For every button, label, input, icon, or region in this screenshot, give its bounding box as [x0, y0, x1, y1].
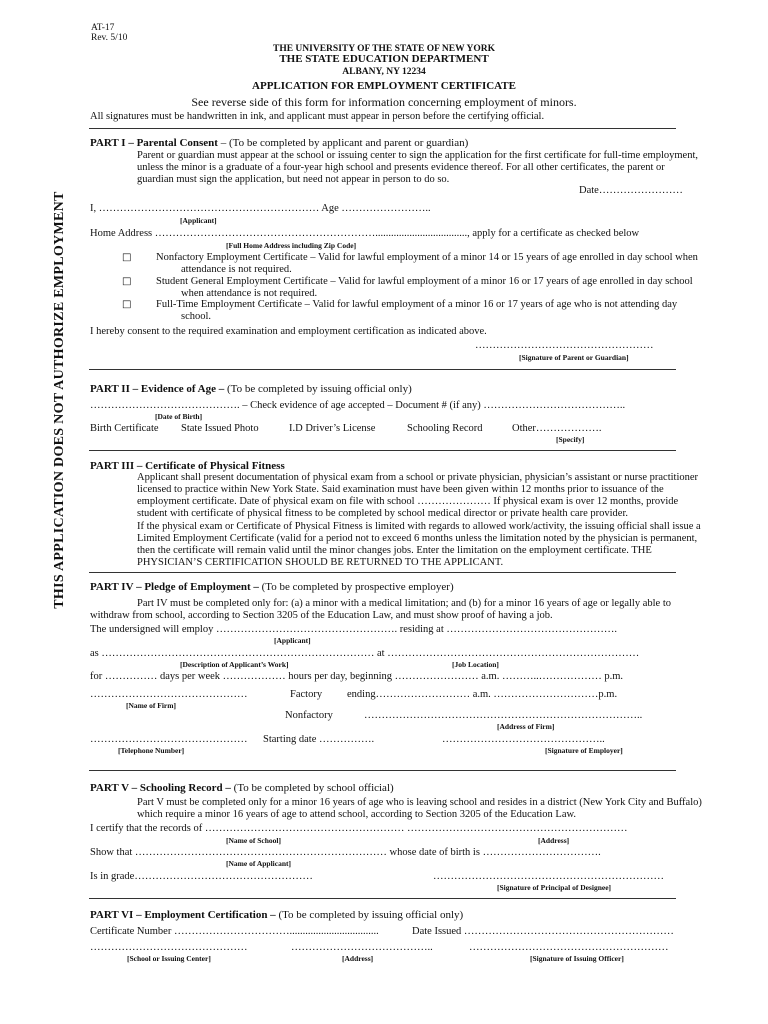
firm-address-caption: [Address of Firm] — [497, 722, 555, 731]
evidence-state-photo[interactable]: State Issued Photo — [181, 423, 259, 434]
parent-signature-field[interactable]: …………………………………………… — [475, 340, 654, 351]
part1-intro-line3: guardian must sign the application, but need not appear in person to do so. — [137, 174, 450, 185]
org-university: THE UNIVERSITY OF THE STATE OF NEW YORK — [273, 44, 495, 54]
schedule-field[interactable]: for …………… days per week ……………… hours per day, beginning …………………… a.m. ………..……………… p.m. — [90, 671, 624, 682]
employ-residing-field[interactable]: The undersigned will employ ……………………………………………. residing at …………………………………………. — [90, 624, 618, 635]
school-name-caption: [Name of School] — [226, 836, 281, 845]
divider — [89, 369, 676, 370]
divider — [89, 128, 676, 129]
part5-intro-line2: which require a minor 16 years of age to attend school, according to Section 3205 of the Education Law. — [137, 809, 577, 820]
telephone-field[interactable]: ……………………………………… — [90, 734, 248, 745]
divider — [89, 572, 676, 573]
option-nonfactory-cont: attendance is not required. — [181, 264, 292, 275]
part3-p2-line3: then the certificate will remain valid until the minor changes jobs. Enter the limitation on the employment certificate. THE — [137, 545, 652, 556]
ending-time-field[interactable]: ending……………………… a.m. …………………………p.m. — [347, 689, 618, 700]
home-address-caption: [Full Home Address including Zip Code] — [226, 241, 357, 250]
form-revision: Rev. 5/10 — [91, 33, 128, 43]
applicant-dob-field[interactable]: Show that ……………………………………………………………… whose date of birth is ……………………………. — [90, 847, 601, 858]
checkbox-nonfactory[interactable]: □ — [122, 252, 132, 263]
work-description-caption: [Description of Applicant’s Work] — [180, 660, 289, 669]
part5-header — [90, 782, 394, 794]
principal-signature-caption: [Signature of Principal of Designee] — [497, 883, 612, 892]
checkbox-student-general[interactable]: □ — [122, 276, 132, 287]
evidence-schooling-record[interactable]: Schooling Record — [407, 423, 483, 434]
part4-note: (To be completed by prospective employer) — [258, 581, 454, 593]
evidence-drivers-license[interactable]: I.D Driver’s License — [289, 423, 376, 434]
option-student-general: Student General Employment Certificate – Valid for lawful employment of a minor 16 or 17 years of age enrolled in day school — [156, 276, 693, 287]
part3-p2-line4: PHYSICIAN’S CERTIFICATION SHOULD BE RETURNED TO THE APPLICANT. — [137, 557, 504, 568]
part5-heading: PART V – Schooling Record – — [90, 782, 231, 794]
starting-date-field[interactable]: Starting date ……………. — [263, 734, 375, 745]
part3-p1-line1: Applicant shall present documentation of physical exam from a school or private physician, physician’s assistant or nurse practitioner — [137, 472, 699, 483]
issuing-address-field[interactable]: ………………………………….. — [291, 942, 433, 953]
part3-p1-line3: employment certificate. Date of physical exam on file with school ………………… If physical exam is over 12 months, provide — [137, 496, 679, 507]
firm-address-field[interactable]: …………………………………………………………………….. — [364, 710, 643, 721]
date-of-birth-caption: [Date of Birth] — [155, 412, 203, 421]
org-city: ALBANY, NY 12234 — [342, 67, 426, 77]
part6-note: (To be completed by issuing official only) — [275, 909, 464, 921]
employer-signature-caption: [Signature of Employer] — [545, 746, 623, 755]
date-issued-field[interactable]: Date Issued …………………………………………………… — [412, 926, 674, 937]
form-title: APPLICATION FOR EMPLOYMENT CERTIFICATE — [252, 80, 516, 92]
issuing-center-caption: [School or Issuing Center] — [127, 954, 211, 963]
nonfactory-label: Nonfactory — [285, 710, 333, 721]
part6-header — [90, 909, 463, 921]
issuing-officer-caption: [Signature of Issuing Officer] — [530, 954, 624, 963]
part2-note: (To be completed by issuing official only) — [224, 383, 412, 395]
issuing-address-caption: [Address] — [342, 954, 374, 963]
part2-heading: PART II – Evidence of Age – — [90, 383, 225, 395]
part6-heading: PART VI – Employment Certification – — [90, 909, 276, 921]
grade-field[interactable]: Is in grade…………………………………………… — [90, 871, 313, 882]
part4-heading: PART IV – Pledge of Employment – — [90, 581, 259, 593]
issuing-center-field[interactable]: ……………………………………… — [90, 942, 248, 953]
school-address-caption: [Address] — [538, 836, 570, 845]
divider — [89, 450, 676, 451]
consent-statement: I hereby consent to the required examination and employment certification as indicated above. — [90, 326, 487, 337]
job-location-caption: [Job Location] — [452, 660, 499, 669]
work-location-field[interactable]: as …………………………………………………………………… at ……………………………………………………………… — [90, 648, 640, 659]
part3-p1-line2: licensed to practice within New York State. Said examination must have been given within 12 months prior to issuance of the — [137, 484, 664, 495]
evidence-birth-certificate[interactable]: Birth Certificate — [90, 423, 159, 434]
part5-note: (To be completed by school official) — [230, 782, 394, 794]
evidence-other-field[interactable]: Other………………. — [512, 423, 602, 434]
part5-intro-line1: Part V must be completed only for a minor 16 years of age who is leaving school and resides in a district (New York City and Buffalo) — [137, 797, 702, 808]
part4-intro-line2: withdraw from school, according to Section 3205 of the Education Law, and must show proof of having a job. — [90, 610, 553, 621]
applicant-caption: [Applicant] — [274, 636, 311, 645]
signature-instructions: All signatures must be handwritten in ink, and applicant must appear in person before the certifying official. — [90, 111, 545, 122]
part2-header — [90, 383, 412, 395]
side-warning: THIS APPLICATION DOES NOT AUTHORIZE EMPLOYMENT — [52, 191, 67, 609]
date-field[interactable]: Date…………………… — [579, 185, 683, 196]
applicant-name-caption: [Name of Applicant] — [226, 859, 291, 868]
part4-intro-line1: Part IV must be completed only for: (a) a minor with a medical limitation; and (b) for a minor 16 years of age or legally able to — [137, 598, 671, 609]
part3-p1-line4: student with certificate of physical fitness to be completed by school medical director or private health care provider. — [137, 508, 628, 519]
evidence-of-age-field[interactable]: ……………………………………. – Check evidence of age accepted – Document # (if any) ………………………………….. — [90, 400, 626, 411]
divider — [89, 898, 676, 899]
home-address-field[interactable]: Home Address ………………………………………………………..................................., apply for a certificate as checked below — [90, 228, 640, 239]
option-student-general-cont: when attendance is not required. — [181, 288, 318, 299]
option-full-time: Full-Time Employment Certificate – Valid for lawful employment of a minor 16 or 17 years of age who is not attending day — [156, 299, 678, 310]
form-code: AT-17 — [91, 23, 115, 33]
issuing-officer-signature-field[interactable]: ………………………………………………… — [469, 942, 669, 953]
specify-caption: [Specify] — [556, 435, 585, 444]
part3-p2-line2: Limited Employment Certificate (valid for a period not to exceed 6 months unless the limitation noted by the physician is permanent, — [137, 533, 698, 544]
firm-name-field[interactable]: ……………………………………… — [90, 689, 248, 700]
principal-signature-field[interactable]: ………………………………………………………… — [433, 871, 664, 882]
option-nonfactory: Nonfactory Employment Certificate – Valid for lawful employment of a minor 14 or 15 years of age enrolled in day school when — [156, 252, 698, 263]
part4-header — [90, 581, 454, 593]
option-full-time-cont: school. — [181, 311, 212, 322]
firm-name-caption: [Name of Firm] — [126, 701, 176, 710]
checkbox-full-time[interactable]: □ — [122, 299, 132, 310]
part1-note: – (To be completed by applicant and parent or guardian) — [217, 137, 469, 149]
part3-p2-line1: If the physical exam or Certificate of Physical Fitness is limited with regards to allowed work/activity, the issuing official shall issue a — [137, 521, 701, 532]
telephone-caption: [Telephone Number] — [118, 746, 185, 755]
see-reverse-note: See reverse side of this form for information concerning employment of minors. — [191, 95, 577, 109]
applicant-caption: [Applicant] — [180, 216, 217, 225]
part3-heading: PART III – Certificate of Physical Fitness — [90, 460, 285, 472]
employer-signature-field[interactable]: ……………………………………….. — [442, 734, 605, 745]
part1-intro-line2: unless the minor is a graduate of a four-year high school and presents evidence thereof. For all other certificates, the parent or — [137, 162, 665, 173]
applicant-name-age-field[interactable]: I, ……………………………………………………… Age …………………….. — [90, 203, 431, 214]
part1-heading: PART I – Parental Consent — [90, 137, 218, 149]
school-records-field[interactable]: I certify that the records of ………………………………………………… ……………………………………………………… — [90, 823, 628, 834]
part1-intro-line1: Parent or guardian must appear at the school or issuing center to sign the application for the first certificate for full-time employment, — [137, 150, 698, 161]
parent-signature-caption: [Signature of Parent or Guardian] — [519, 353, 629, 362]
factory-label: Factory — [290, 689, 323, 700]
org-department: THE STATE EDUCATION DEPARTMENT — [279, 53, 489, 65]
divider — [89, 770, 676, 771]
certificate-number-field[interactable]: Certificate Number …………………………….................................. — [90, 926, 379, 937]
part1-header — [90, 137, 468, 149]
